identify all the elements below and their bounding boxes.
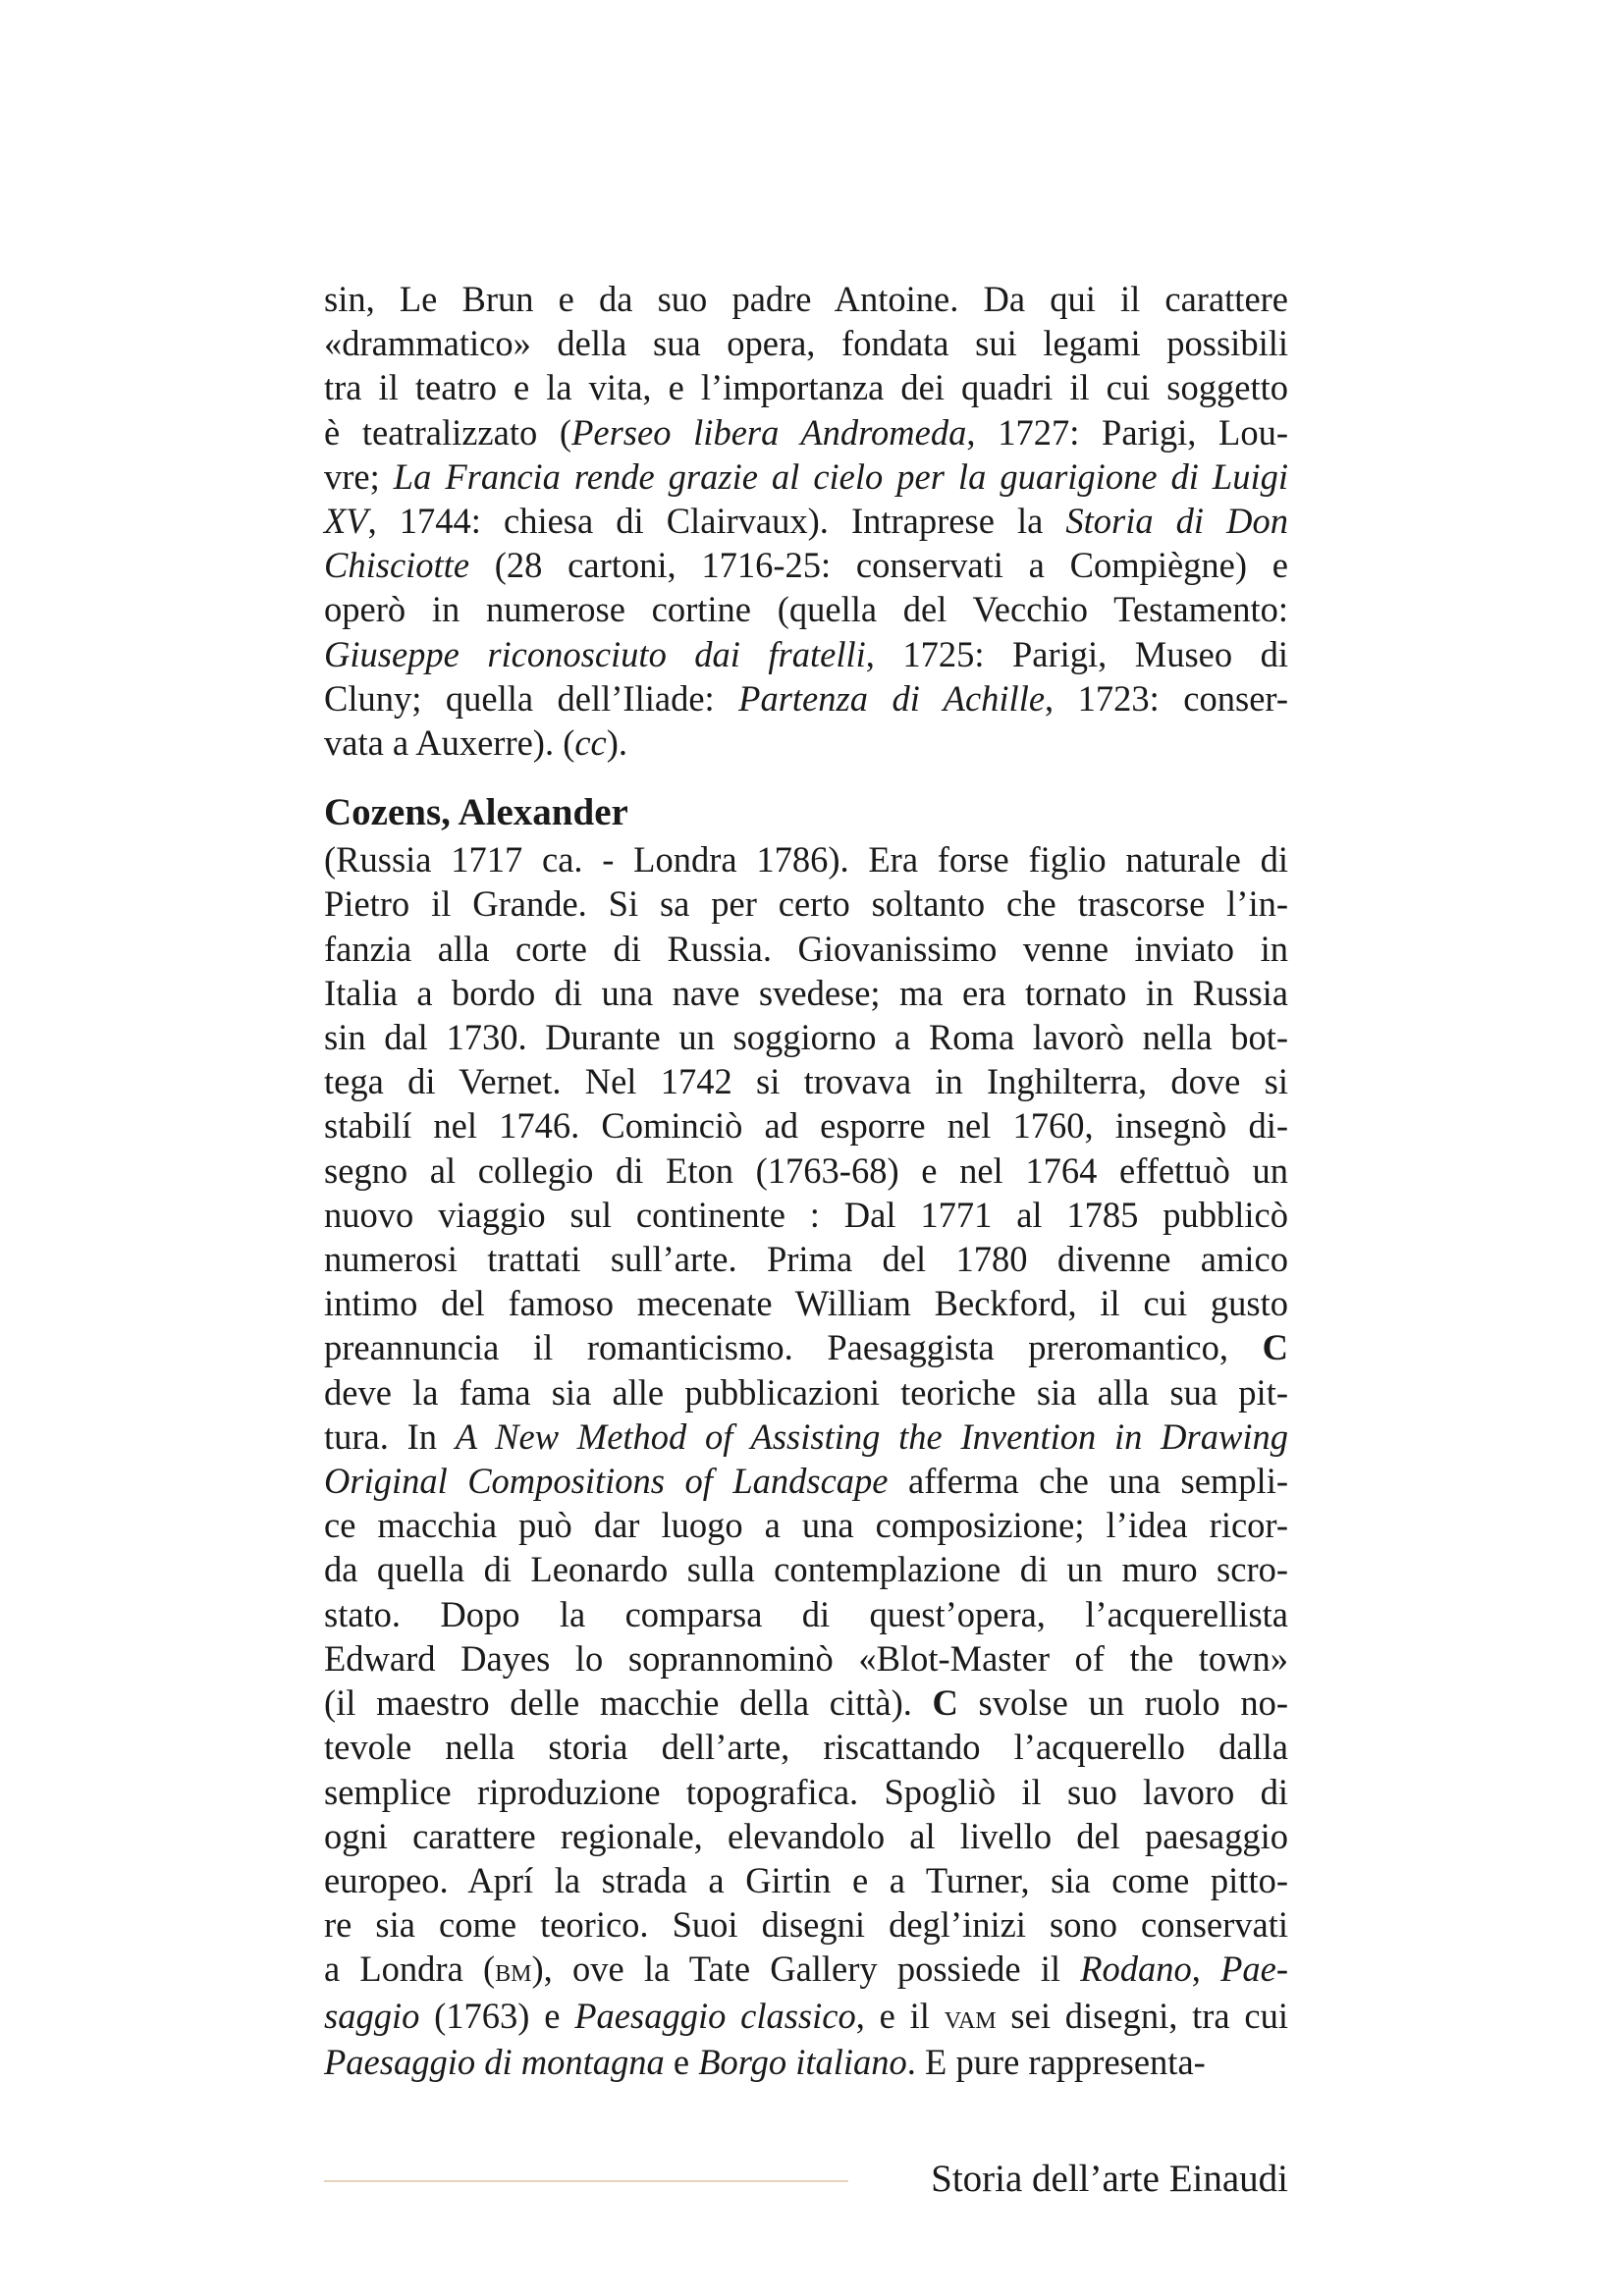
entry-line: sin dal 1730. Durante un soggiorno a Roma lavorò nella bot-: [324, 1017, 1288, 1058]
italic-title: saggio: [324, 1995, 420, 2036]
entry-line: da quella di Leonardo sulla contemplazione di un muro scro-: [324, 1549, 1288, 1590]
italic-title: La Francia rende grazie al cielo per la guarigione di Luigi: [393, 455, 1289, 497]
entry-title: Cozens, Alexander: [324, 791, 628, 834]
previous-entry-line: sin, Le Brun e da suo padre Antoine. Da qui il carattere: [324, 279, 1288, 319]
entry-line: (il maestro delle macchie della città). C svolse un ruolo no-: [324, 1682, 1289, 1724]
entry-line: tura. In A New Method of Assisting the Invention in Drawing: [324, 1415, 1288, 1457]
entry-line: Original Compositions of Landscape afferma che una sempli-: [324, 1461, 1288, 1502]
italic-title: cc: [574, 722, 607, 764]
italic-title: Paesaggio di montagna: [324, 2041, 665, 2082]
previous-entry-line: XV, 1744: chiesa di Clairvaux). Intraprese la Storia di Don: [324, 501, 1288, 542]
entry-line: numerosi trattati sull’arte. Prima del 1780 divenne amico: [324, 1239, 1288, 1280]
italic-title: Pae-: [1220, 1949, 1288, 1990]
entry-line: stato. Dopo la comparsa di quest’opera, l’acquerellista: [324, 1593, 1288, 1634]
previous-entry-line: vata a Auxerre). (cc).: [324, 722, 628, 764]
entry-line: saggio (1763) e Paesaggio classico, e il vam sei disegni, tra cui: [324, 1995, 1289, 2036]
entry-line: semplice riproduzione topografica. Spogliò il suo lavoro di: [324, 1771, 1288, 1812]
entry-line: europeo. Aprí la strada a Girtin e a Turner, sia come pitto-: [324, 1859, 1288, 1900]
previous-entry-line: «drammatico» della sua opera, fondata sui legami possibili: [324, 323, 1288, 364]
italic-title: XV: [324, 501, 368, 542]
italic-title: Partenza di Achille: [738, 677, 1046, 719]
entry-line: stabilí nel 1746. Cominciò ad esporre nel 1760, insegnò di-: [324, 1105, 1288, 1147]
entry-line: (Russia 1717 ca. - Londra 1786). Era forse figlio naturale di: [324, 839, 1288, 881]
footer-rule: [324, 2180, 848, 2182]
entry-line: a Londra (bm), ove la Tate Gallery possiede il Rodano, Pae-: [324, 1949, 1288, 1990]
entry-line: Italia a bordo di una nave svedese; ma era tornato in Russia: [324, 972, 1288, 1013]
page-body: [324, 277, 1288, 2084]
page-footer: [324, 2152, 1288, 2207]
entry-line: preannuncia il romanticismo. Paesaggista preromantico, C: [324, 1327, 1288, 1368]
previous-entry-text: [324, 277, 1288, 765]
previous-entry-line: operò in numerose cortine (quella del Vecchio Testamento:: [324, 589, 1288, 630]
italic-title: Storia di Don: [1065, 501, 1288, 542]
entry-text: [324, 837, 1288, 2084]
italic-title: Borgo italiano: [698, 2041, 907, 2082]
entry-line: ogni carattere regionale, elevandolo al livello del paesaggio: [324, 1815, 1288, 1856]
entry-line: deve la fama sia alle pubblicazioni teoriche sia alla sua pit-: [324, 1371, 1288, 1413]
entry-line: fanzia alla corte di Russia. Giovanissimo venne inviato in: [324, 928, 1288, 969]
italic-title: Chisciotte: [324, 545, 470, 586]
italic-title: Rodano: [1080, 1949, 1192, 1990]
entry-line: segno al collegio di Eton (1763-68) e nel 1764 effettuò un: [324, 1149, 1288, 1191]
entry-line: re sia come teorico. Suoi disegni degl’inizi sono conservati: [324, 1904, 1288, 1946]
previous-entry-line: è teatralizzato (Perseo libera Andromeda, 1727: Parigi, Lou-: [324, 411, 1289, 453]
italic-title: A New Method of Assisting the Invention in Drawing: [455, 1415, 1288, 1457]
small-caps-abbreviation: bm: [495, 1952, 532, 1990]
entry-line: intimo del famoso mecenate William Beckford, il cui gusto: [324, 1283, 1288, 1324]
italic-title: Original Compositions of Landscape: [324, 1461, 889, 1502]
previous-entry-line: Chisciotte (28 cartoni, 1716-25: conservati a Compiègne) e: [324, 545, 1288, 586]
entry-line: Edward Dayes lo soprannominò «Blot-Master of the town»: [324, 1637, 1288, 1679]
italic-title: Perseo libera Andromeda: [571, 411, 967, 453]
entry-line: tega di Vernet. Nel 1742 si trovava in Inghilterra, dove si: [324, 1061, 1288, 1102]
entry-line: ce macchia può dar luogo a una composizione; l’idea ricor-: [324, 1505, 1288, 1546]
footer-publisher: Storia dell’arte Einaudi: [931, 2158, 1288, 2200]
bold-abbreviation: C: [1262, 1327, 1288, 1368]
small-caps-abbreviation: vam: [944, 1999, 997, 2036]
previous-entry-line: Cluny; quella dell’Iliade: Partenza di Achille, 1723: conser-: [324, 677, 1288, 719]
entry-line: Paesaggio di montagna e Borgo italiano. E pure rappresenta-: [324, 2041, 1206, 2082]
bold-abbreviation: C: [932, 1682, 958, 1724]
entry-line: tevole nella storia dell’arte, riscattando l’acquerello dalla: [324, 1727, 1288, 1768]
previous-entry-line: vre; La Francia rende grazie al cielo per la guarigione di Luigi: [324, 455, 1289, 497]
italic-title: Paesaggio classico: [574, 1995, 856, 2036]
entry-line: Pietro il Grande. Si sa per certo soltanto che trascorse l’in-: [324, 883, 1288, 925]
italic-title: Giuseppe riconosciuto dai fratelli: [324, 633, 866, 674]
previous-entry-line: tra il teatro e la vita, e l’importanza dei quadri il cui soggetto: [324, 367, 1288, 408]
previous-entry-line: Giuseppe riconosciuto dai fratelli, 1725: Parigi, Museo di: [324, 633, 1288, 674]
entry-line: nuovo viaggio sul continente : Dal 1771 al 1785 pubblicò: [324, 1194, 1288, 1235]
